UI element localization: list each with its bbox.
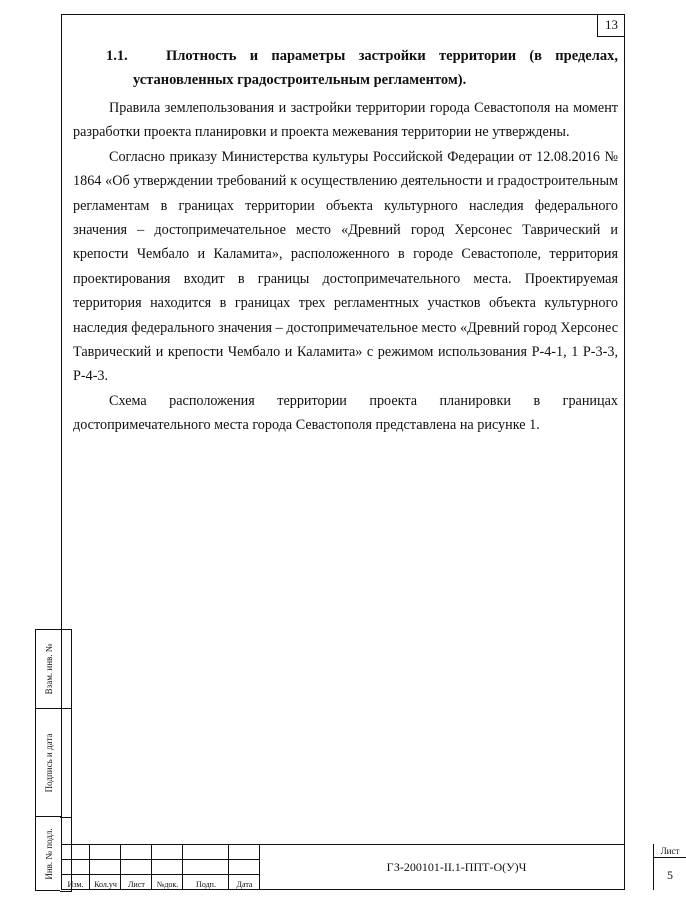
side-stamp	[35, 629, 60, 891]
document-code: ГЗ-200101-II.1-ППТ-О(У)Ч	[386, 860, 527, 874]
side-gap	[60, 629, 72, 709]
paragraph: Правила землепользования и застройки территории города Севастополя на момент разработки проекта планировки и проекта межевания территории не утверждены.	[73, 100, 618, 141]
sheet-number: 5	[667, 868, 673, 882]
paragraph: Схема расположения территории проекта планировки в границах достопримечательного места города Севастополя представлена на рисунке 1.	[73, 392, 618, 434]
section-number: 1.1.	[106, 48, 128, 64]
side-gap	[60, 708, 72, 818]
page-number-top: 13	[597, 14, 625, 37]
stamp-row	[61, 874, 260, 875]
section-title-line2: установленных градостроительным регламентом).	[133, 72, 467, 88]
section-title-line1: Плотность и параметры застройки территории (в пределах,	[166, 48, 618, 64]
paragraph: Согласно приказу Министерства культуры Российской Федерации от 12.08.2016 № 1864 «Об утверждении требований к осуществлению деятельности и градостроительным регламентам в границах территории объекта культурного наследия федерального значения – достопримечательное место «Древний город Херсонес Таврический и крепости Чембало и Каламита», расположенного в городе Севастополе, территория проектирования входит в границы достопримечательного места. Проектируемая территория находится в границах трех регламентных участков объекта культурного наследия федерального значения – достопримечательное место «Древний город Херсонес Таврический и крепости Чембало и Каламита» с режимом использования Р-4-1, 1 Р-3-3, Р-4-3.	[73, 148, 618, 385]
sheet-label: Лист	[654, 846, 686, 858]
side-cell-inv-replace: Взам. инв. №	[36, 630, 61, 709]
side-cell-signature-date: Подпись и дата	[36, 709, 61, 817]
stamp-label-ndoc: №док.	[156, 880, 179, 889]
stamp-label-izm: Изм.	[67, 880, 84, 889]
stamp-label-list: Лист	[128, 880, 145, 889]
section-heading	[73, 44, 618, 92]
document-body	[73, 44, 618, 438]
title-block	[61, 844, 680, 890]
stamp-label-kolvo: Кол.уч	[94, 880, 117, 889]
side-cell-inv-original: Инв. № подл.	[43, 828, 54, 880]
sheet-box	[653, 844, 686, 890]
stamp-label-date: Дата	[236, 880, 253, 889]
stamp-label-podp: Подп.	[196, 880, 216, 889]
stamp-row	[61, 859, 260, 860]
